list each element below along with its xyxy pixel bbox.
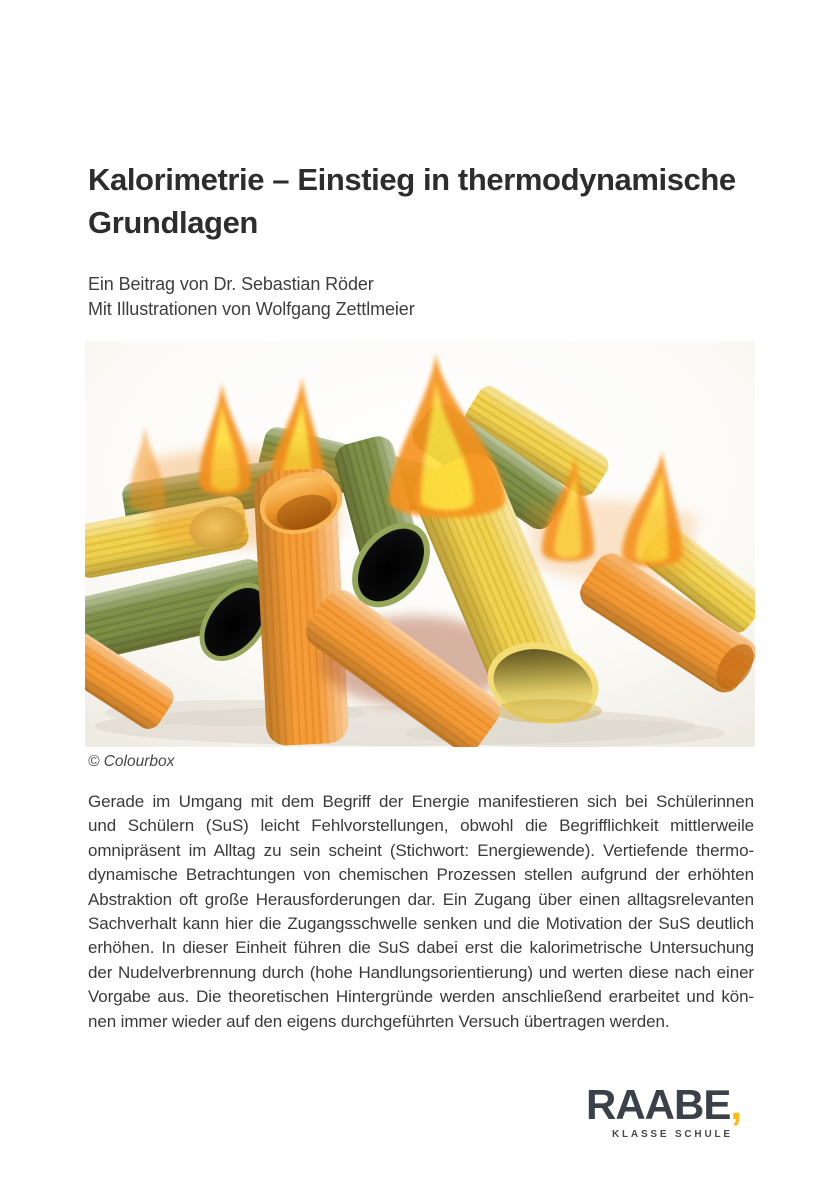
byline [88,272,688,321]
paragraph-line: Gerade im Umgang mit dem Begriff der Energie manifestieren sich bei Schülerinnen [88,792,754,811]
byline-illustrator: Mit Illustrationen von Wolfgang Zettlmeier [88,298,415,319]
byline-author: Ein Beitrag von Dr. Sebastian Röder [88,274,374,294]
paragraph-line: und Schülern (SuS) leicht Fehlvorstellungen, obwohl die Begrifflichkeit mittlerweile [88,816,754,836]
paragraph-line: nen immer wieder auf den eigens durchgeführten Versuch übertragen werden. [88,1011,670,1031]
logo-comma: , [730,1081,743,1128]
title-line-2: Grundlagen [88,205,258,240]
page-title [88,158,760,244]
logo-tagline: KLASSE SCHULE [612,1129,733,1140]
paragraph-line: erhöhen. In dieser Einheit führen die SuS dabei erst die kalorimetrische Untersuchung [88,938,754,958]
photo-credit: © Colourbox [88,753,175,770]
paragraph-line: dynamische Betrachtungen von chemischen Prozessen stellen aufgrund der erhöhten [88,865,754,885]
pasta-photo [85,341,755,747]
paragraph-line: Abstraktion oft große Herausforderungen dar. Ein Zugang über einen alltagsrelevanten [88,889,754,909]
raabe-logo [586,1081,756,1140]
paragraph-line: der Nudelverbrennung durch (hohe Handlungsorientierung) und werten diese nach einer [88,962,754,982]
logo-wordmark [586,1081,756,1128]
title-line-1: Kalorimetrie – Einstieg in thermodynamische [88,162,736,197]
paragraph-line: Sachverhalt kann hier die Zugangsschwelle senken und die Motivation der SuS deutlich [88,914,754,934]
paragraph-line: omnipräsent im Alltag zu sein scheint (Stichwort: Energiewende). Vertiefende thermo- [88,840,754,860]
intro-paragraph [88,790,754,1034]
paragraph-line: Vorgabe aus. Die theoretischen Hintergründe werden anschließend erarbeitet und kön- [88,987,754,1007]
logo-text: RAABE [586,1081,731,1128]
burning-pasta-illustration [85,341,755,747]
